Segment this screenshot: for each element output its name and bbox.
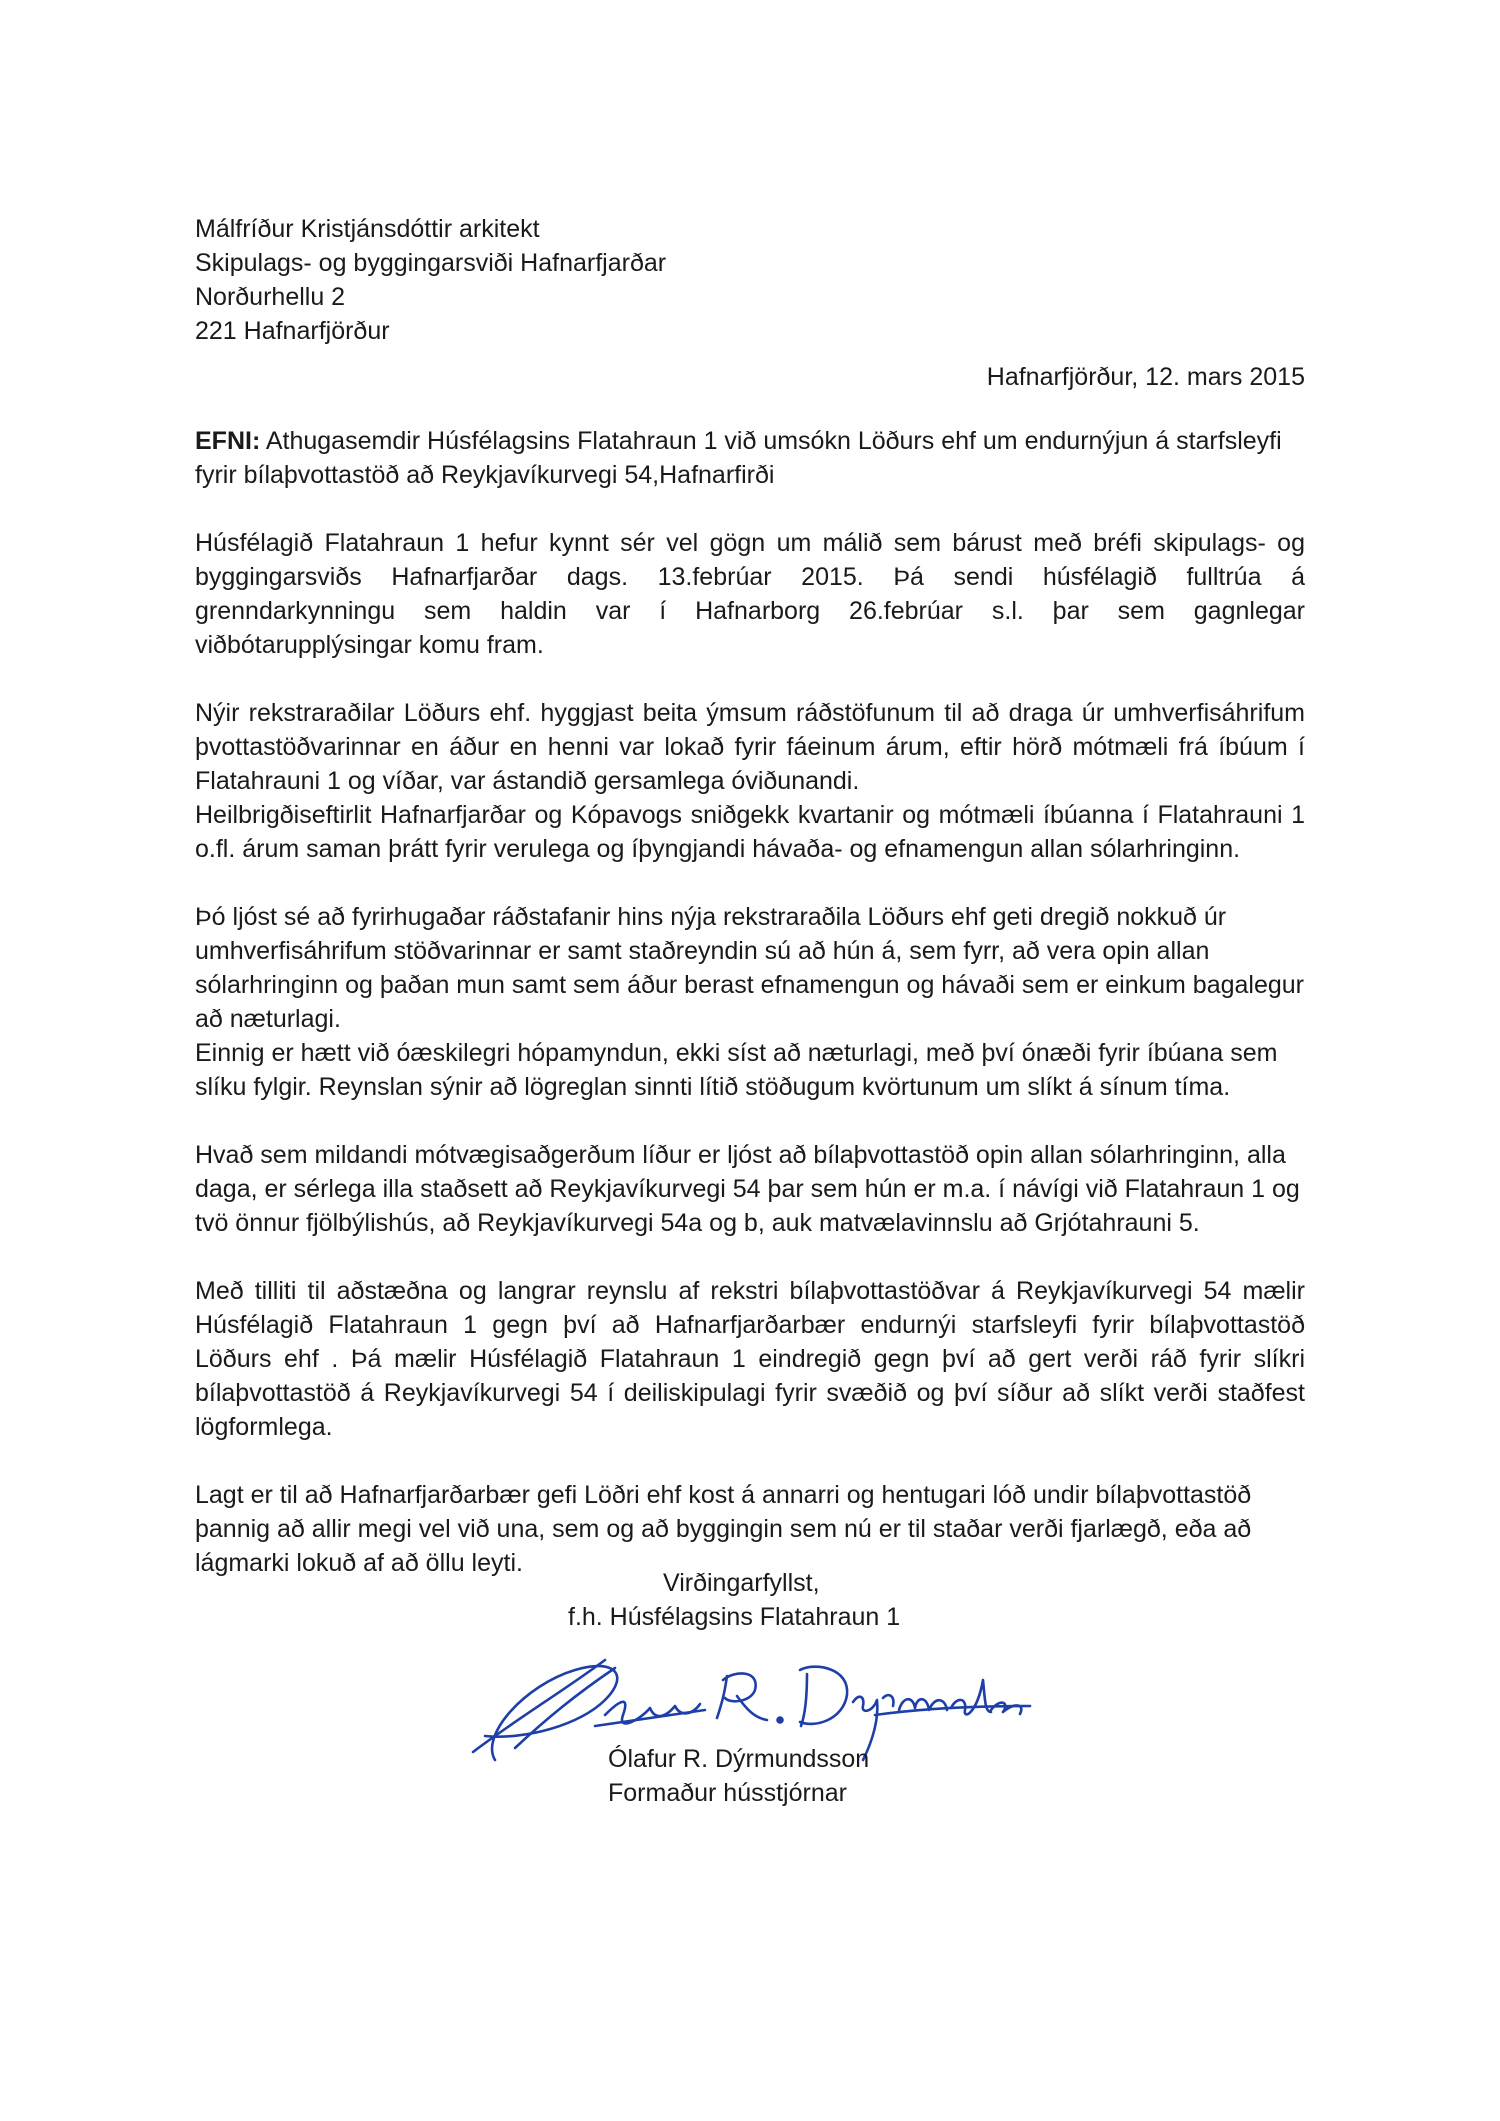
closing-greeting: Virðingarfyllst, [663, 1569, 820, 1597]
paragraph-8: Lagt er til að Hafnarfjarðarbær gefi Löðri ehf kost á annarri og hentugari lóð undir bílaþvottastöð þannig að allir megi vel við una, sem og að byggingin sem nú er til staðar verði fjarlægð, eða að lágmarki lokuð af að öllu leyti. [195, 1481, 1252, 1577]
signer-title: Formaður hússtjórnar [608, 1779, 847, 1807]
recipient-city: 221 Hafnarfjörður [195, 317, 390, 345]
closing-block [568, 1566, 900, 1634]
letter-body [195, 212, 1305, 1580]
recipient-department: Skipulags- og byggingarsviði Hafnarfjarðar [195, 249, 667, 277]
subject-line [195, 424, 1305, 492]
signer-block [608, 1742, 869, 1810]
paragraph-5: Einnig er hætt við óæskilegri hópamyndun, ekki síst að næturlagi, með því ónæði fyrir íbúana sem slíku fylgir. Reynslan sýnir að lögreglan sinnti lítið stöðugum kvörtunum um slíkt á sínum tíma. [195, 1039, 1278, 1101]
recipient-name: Málfríður Kristjánsdóttir arkitekt [195, 215, 540, 243]
recipient-address [195, 212, 1305, 348]
date-line: Hafnarfjörður, 12. mars 2015 [986, 363, 1305, 391]
paragraph-4: Þó ljóst sé að fyrirhugaðar ráðstafanir hins nýja rekstraraðila Löðurs ehf geti dregið nokkuð úr umhverfisáhrifum stöðvarinnar er samt staðreyndin sú að hún á, sem fyrr, að vera opin allan sólarhringinn og þaðan mun samt sem áður berast efnamengun og hávaði sem er einkum bagalegur að næturlagi. [195, 903, 1304, 1033]
paragraph-1: Húsfélagið Flatahraun 1 hefur kynnt sér vel gögn um málið sem bárust með bréfi skipulags- og byggingarsviðs Hafnarfjarðar dags. 13.febrúar 2015. Þá sendi húsfélagið fulltrúa á grenndarkynningu sem haldin var í Hafnarborg 26.febrúar s.l. þar sem gagnlegar viðbótarupplýsingar komu fram. [195, 529, 1305, 659]
recipient-street: Norðurhellu 2 [195, 283, 346, 311]
closing-on-behalf: f.h. Húsfélagsins Flatahraun 1 [568, 1603, 901, 1631]
paragraph-2: Nýir rekstraraðilar Löðurs ehf. hyggjast beita ýmsum ráðstöfunum til að draga úr umhverfisáhrifum þvottastöðvarinnar en áður en henni var lokað fyrir fáeinum árum, eftir hörð mótmæli frá íbúum í Flatahrauni 1 og víðar, var ástandið gersamlega óviðunandi. [195, 699, 1305, 795]
subject-text: Athugasemdir Húsfélagsins Flatahraun 1 við umsókn Löðurs ehf um endurnýjun á starfsleyfi fyrir bílaþvottastöð að Reykjavíkurvegi 54,Hafnarfirði [195, 427, 1282, 489]
subject-label: EFNI: [195, 427, 261, 455]
signer-name: Ólafur R. Dýrmundsson [608, 1745, 870, 1773]
paragraph-7: Með tilliti til aðstæðna og langrar reynslu af rekstri bílaþvottastöðvar á Reykjavíkurvegi 54 mælir Húsfélagið Flatahraun 1 gegn því að Hafnarfjarðarbær endurnýi starfsleyfi fyrir bílaþvottastöð Löðurs ehf . Þá mælir Húsfélagið Flatahraun 1 eindregið gegn því að gert verði ráð fyrir slíkri bílaþvottastöð á Reykjavíkurvegi 54 í deiliskipulagi fyrir svæðið og því síður að slíkt verði staðfest lögformlega. [195, 1277, 1305, 1441]
paragraph-3: Heilbrigðiseftirlit Hafnarfjarðar og Kópavogs sniðgekk kvartanir og mótmæli íbúanna í Flatahrauni 1 o.fl. árum saman þrátt fyrir verulega og íþyngjandi hávaða- og efnamengun allan sólarhringinn. [195, 801, 1305, 863]
paragraph-6: Hvað sem mildandi mótvægisaðgerðum líður er ljóst að bílaþvottastöð opin allan sólarhringinn, alla daga, er sérlega illa staðsett að Reykjavíkurvegi 54 þar sem hún er m.a. í návígi við Flatahraun 1 og tvö önnur fjölbýlishús, að Reykjavíkurvegi 54a og b, auk matvælavinnslu að Grjótahrauni 5. [195, 1141, 1300, 1237]
